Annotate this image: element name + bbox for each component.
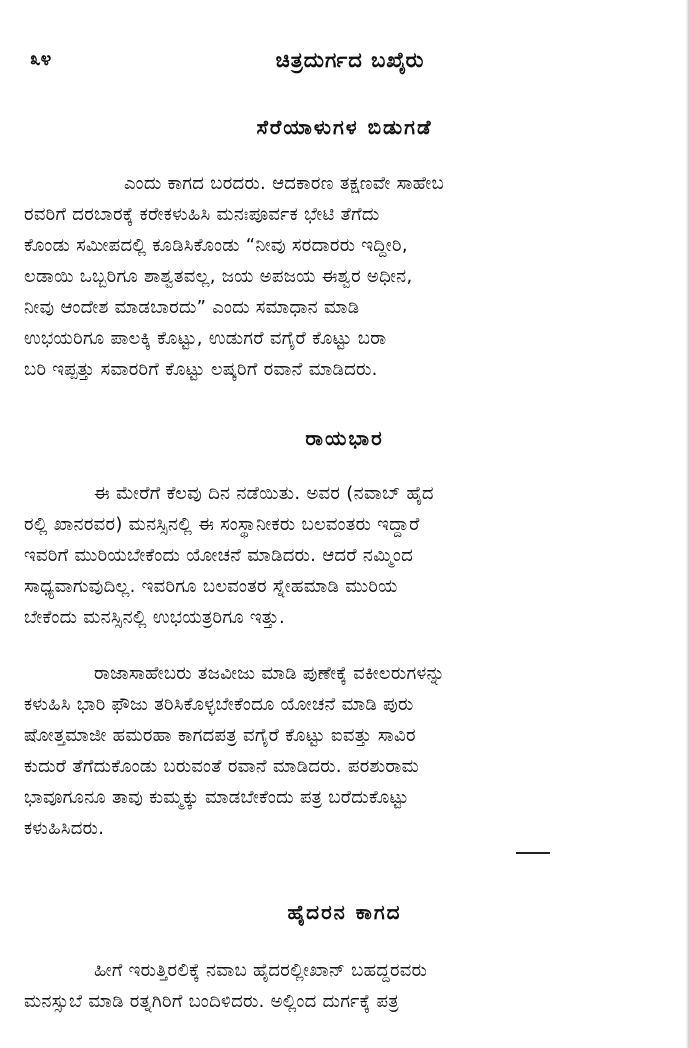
paragraph bbox=[24, 478, 674, 633]
text-line: ಸಾಧ್ಯವಾಗುವುದಿಲ್ಲ. ಇವರಿಗೂ ಬಲವಂತರ ಸ್ನೇಹಮಾಡಿ ಮುರಿಯ bbox=[24, 576, 398, 597]
text-line: ಕಳುಹಿಸಿ ಭಾರಿ ಫೌಜು ತರಿಸಿಕೊಳ್ಳಬೇಕೆಂದೂ ಯೋಚನೆ ಮಾಡಿ ಪುರು bbox=[24, 694, 414, 715]
paragraph bbox=[24, 658, 674, 844]
section-heading-embassy: ರಾಯಭಾರ bbox=[305, 426, 384, 450]
text-line: ಭಾವೂಗೂನೂ ತಾವು ಕುಮ್ಮಕ್ಕು ಮಾಡಬೇಕೆಂದು ಪತ್ರ ಬರೆದುಕೊಟ್ಟು bbox=[24, 787, 409, 808]
text-line: ಬರಿ ಇಪ್ಪತ್ತು ಸವಾರರಿಗೆ ಕೊಟ್ಟು ಲಷ್ಕರಿಗೆ ರವಾನೆ ಮಾಡಿದರು. bbox=[24, 359, 378, 380]
text-line: ಕುದುರೆ ತೆಗೆದುಕೊಂಡು ಬರುವಂತೆ ರವಾನೆ ಮಾಡಿದರು. ಪರಶುರಾಮ bbox=[24, 756, 419, 777]
text-line: ಹೀಗೆ ಇರುತ್ತಿರಲಿಕ್ಕೆ ನವಾಬ ಹೈದರಲ್ಲೀಖಾನ್ ಬಹದ್ದರವರು bbox=[94, 960, 428, 981]
paragraph bbox=[24, 168, 674, 385]
page-number: ೩೪ bbox=[30, 48, 52, 70]
text-line: ಉಭಯರಿಗೂ ಪಾಲಕ್ಕಿ ಕೊಟ್ಟು, ಉಡುಗರೆ ವಗೈರೆ ಕೊಟ್ಟು ಬರಾ bbox=[24, 328, 387, 349]
text-line: ಕಳುಹಿಸಿದರು. bbox=[24, 818, 105, 839]
ink-dash-mark bbox=[516, 852, 550, 854]
text-line: ಈ ಮೇರೆಗೆ ಕೆಲವು ದಿನ ನಡೆಯಿತು. ಅವರ (ನವಾಬ್ ಹೈದ bbox=[94, 483, 434, 504]
section-heading-release-of-prisoners: ಸೆರೆಯಾಳುಗಳ ಬಿಡುಗಡೆ bbox=[256, 115, 433, 139]
section-heading-hyders-letter: ಹೈದರನ ಕಾಗದ bbox=[287, 900, 402, 924]
text-line: ರವರಿಗೆ ದರಬಾರಕ್ಕೆ ಕರೇಕಳುಹಿಸಿ ಮನಃಪೂರ್ವಕ ಭೇಟಿ ತೆಗೆದು bbox=[24, 204, 380, 225]
text-line: ರಾಜಾಸಾಹೇಬರು ತಜವೀಜು ಮಾಡಿ ಪುಣೇಕ್ಕೆ ವಕೀಲರುಗಳನ್ನು bbox=[94, 663, 446, 684]
text-line: ರಲ್ಲಿ ಖಾನರವರ) ಮನಸ್ಸಿನಲ್ಲಿ ಈ ಸಂಸ್ಥಾನೀಕರು ಬಲವಂತರು ಇದ್ದಾರೆ bbox=[24, 514, 420, 535]
text-line: ಇವರಿಗೆ ಮುರಿಯಬೇಕೆಂದು ಯೋಚನೆ ಮಾಡಿದರು. ಆದರೆ ನಮ್ಮಿಂದ bbox=[24, 545, 414, 566]
text-line: ಮನಸ್ಸುಬೆ ಮಾಡಿ ರತ್ನಗಿರಿಗೆ ಬಂದಿಳಿದರು. ಅಲ್ಲಿಂದ ದುರ್ಗಕ್ಕೆ ಪತ್ರ bbox=[24, 991, 399, 1012]
text-line: ಎಂದು ಕಾಗದ ಬರದರು. ಆದಕಾರಣ ತಕ್ಷಣವೇ ಸಾಹೇಬ bbox=[124, 173, 444, 194]
running-title: ಚಿತ್ರದುರ್ಗದ ಬಖೈರು bbox=[275, 48, 425, 72]
running-header bbox=[30, 48, 670, 78]
text-line: ಕೊಂಡು ಸಮೀಪದಲ್ಲಿ ಕೂಡಿಸಿಕೊಂಡು “ನೀವು ಸರದಾರರು ಇದ್ದೀರಿ, bbox=[24, 235, 408, 256]
paragraph bbox=[24, 955, 674, 1017]
text-line: ಲಡಾಯಿ ಒಬ್ಬರಿಗೂ ಶಾಶ್ವತವಲ್ಲ, ಜಯ ಅಪಜಯ ಈಶ್ವರ ಅಧೀನ, bbox=[24, 266, 413, 287]
text-line: ಷೋತ್ತಮಾಜೀ ಹಮರಹಾ ಕಾಗದಪತ್ರ ವಗೈರೆ ಕೊಟ್ಟು ಐವತ್ತು ಸಾವಿರ bbox=[24, 725, 416, 746]
text-line: ನೀವು ಆಂದೇಶ ಮಾಡಬಾರದು” ಎಂದು ಸಮಾಧಾನ ಮಾಡಿ bbox=[24, 297, 360, 318]
text-line: ಬೇಕೆಂದು ಮನಸ್ಸಿನಲ್ಲಿ ಉಭಯತ್ರರಿಗೂ ಇತ್ತು. bbox=[24, 607, 286, 628]
